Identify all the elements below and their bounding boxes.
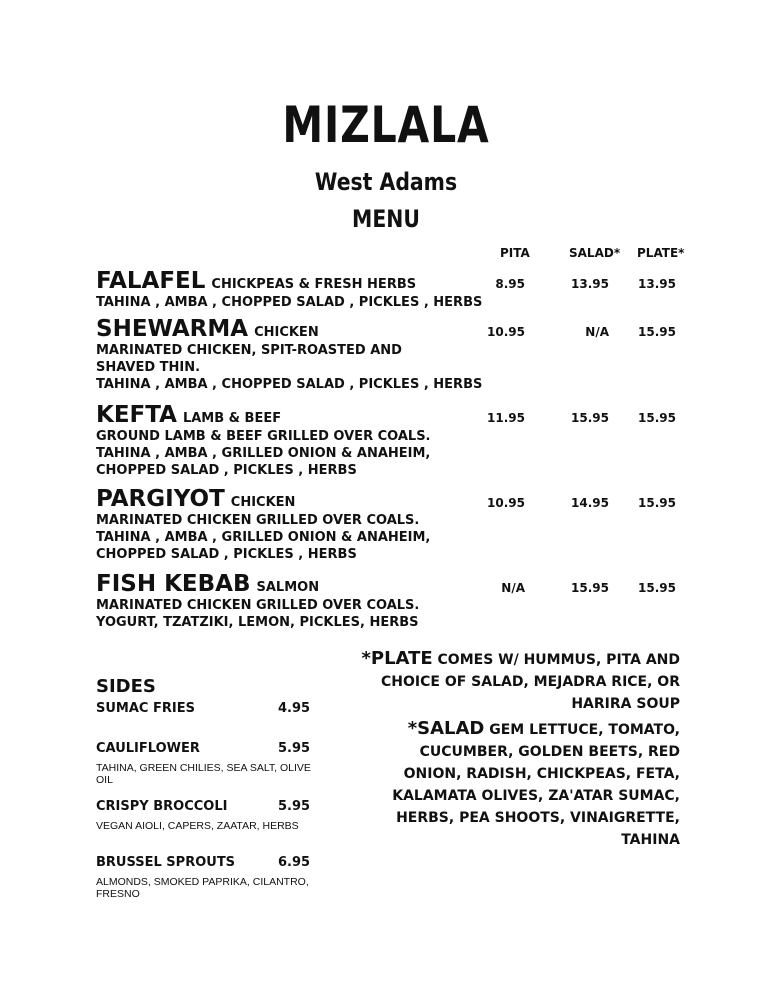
menu-item-fish-kebab [96,571,696,631]
price-plate: 15.95 [638,496,676,510]
column-header-salad: SALAD* [569,246,621,260]
price-salad: 14.95 [571,496,609,510]
restaurant-name: MIZLALA [282,96,490,154]
price-pita: 11.95 [487,411,525,425]
item-toppings: TAHINA , AMBA , CHOPPED SALAD , PICKLES , HERBS [96,377,483,392]
price-salad: N/A [585,325,609,339]
side-description: TAHINA, GREEN CHILIES, SEA SALT, OLIVE OIL [96,762,311,786]
sides-heading: SIDES [96,676,156,697]
price-pita: 8.95 [495,277,525,291]
item-name: FALAFEL [96,268,206,294]
salad-note [360,718,680,851]
item-protein: CHICKEN [254,325,319,340]
item-name: FISH KEBAB [96,571,251,597]
item-description: MARINATED CHICKEN GRILLED OVER COALS. [96,598,420,613]
column-header-pita: PITA [500,246,530,260]
plate-note-text: COMES W/ HUMMUS, PITA AND CHOICE OF SALAD, MEJADRA RICE, OR HARIRA SOUP [381,652,680,712]
side-description: VEGAN AIOLI, CAPERS, ZAATAR, HERBS [96,820,299,832]
price-pita: 10.95 [487,325,525,339]
side-description: ALMONDS, SMOKED PAPRIKA, CILANTRO, FRESNO [96,876,309,900]
item-name: SHEWARMA [96,316,249,342]
side-price: 5.95 [278,741,311,756]
item-description: MARINATED CHICKEN GRILLED OVER COALS. [96,513,420,528]
price-plate: 15.95 [638,411,676,425]
item-toppings: TAHINA , AMBA , GRILLED ONION & ANAHEIM, CHOPPED SALAD , PICKLES , HERBS [96,446,431,478]
side-item [96,701,316,716]
price-plate: 15.95 [638,581,676,595]
item-description: TAHINA , AMBA , CHOPPED SALAD , PICKLES , HERBS [96,295,483,310]
item-name: KEFTA [96,402,177,428]
price-pita: 10.95 [487,496,525,510]
salad-note-text: GEM LETTUCE, TOMATO, CUCUMBER, GOLDEN BEETS, RED ONION, RADISH, CHICKPEAS, FETA, KALAMATA OLIVES, ZA'ATAR SUMAC, HERBS, PEA SHOOTS, VINAIGRETTE, TAHINA [392,722,680,848]
item-protein: CHICKPEAS & FRESH HERBS [211,277,417,292]
side-name: CAULIFLOWER [96,741,200,756]
item-name: PARGIYOT [96,486,225,512]
price-salad: 13.95 [571,277,609,291]
salad-note-lead: *SALAD [407,718,485,739]
price-salad: 15.95 [571,411,609,425]
plate-note [360,648,680,715]
price-plate: 15.95 [638,325,676,339]
item-toppings: YOGURT, TZATZIKI, LEMON, PICKLES, HERBS [96,615,419,630]
side-item [96,855,316,900]
item-protein: LAMB & BEEF [182,411,282,426]
side-name: CRISPY BROCCOLI [96,799,228,814]
item-description: MARINATED CHICKEN, SPIT-ROASTED AND SHAVED THIN. [96,343,402,375]
side-price: 4.95 [278,701,311,716]
price-pita: N/A [501,581,525,595]
item-toppings: TAHINA , AMBA , GRILLED ONION & ANAHEIM, CHOPPED SALAD , PICKLES , HERBS [96,530,431,562]
side-item [96,799,316,832]
item-protein: CHICKEN [230,495,296,510]
price-plate: 13.95 [638,277,676,291]
side-name: SUMAC FRIES [96,701,195,716]
side-price: 6.95 [278,855,311,870]
plate-note-lead: *PLATE [361,648,433,669]
price-salad: 15.95 [571,581,609,595]
side-item [96,741,316,786]
menu-heading: MENU [352,205,420,233]
side-name: BRUSSEL SPROUTS [96,855,236,870]
item-protein: SALMON [256,580,320,595]
location-name: West Adams [314,168,458,196]
item-description: GROUND LAMB & BEEF GRILLED OVER COALS. [96,429,431,444]
side-price: 5.95 [278,799,311,814]
column-header-plate: PLATE* [637,246,685,260]
